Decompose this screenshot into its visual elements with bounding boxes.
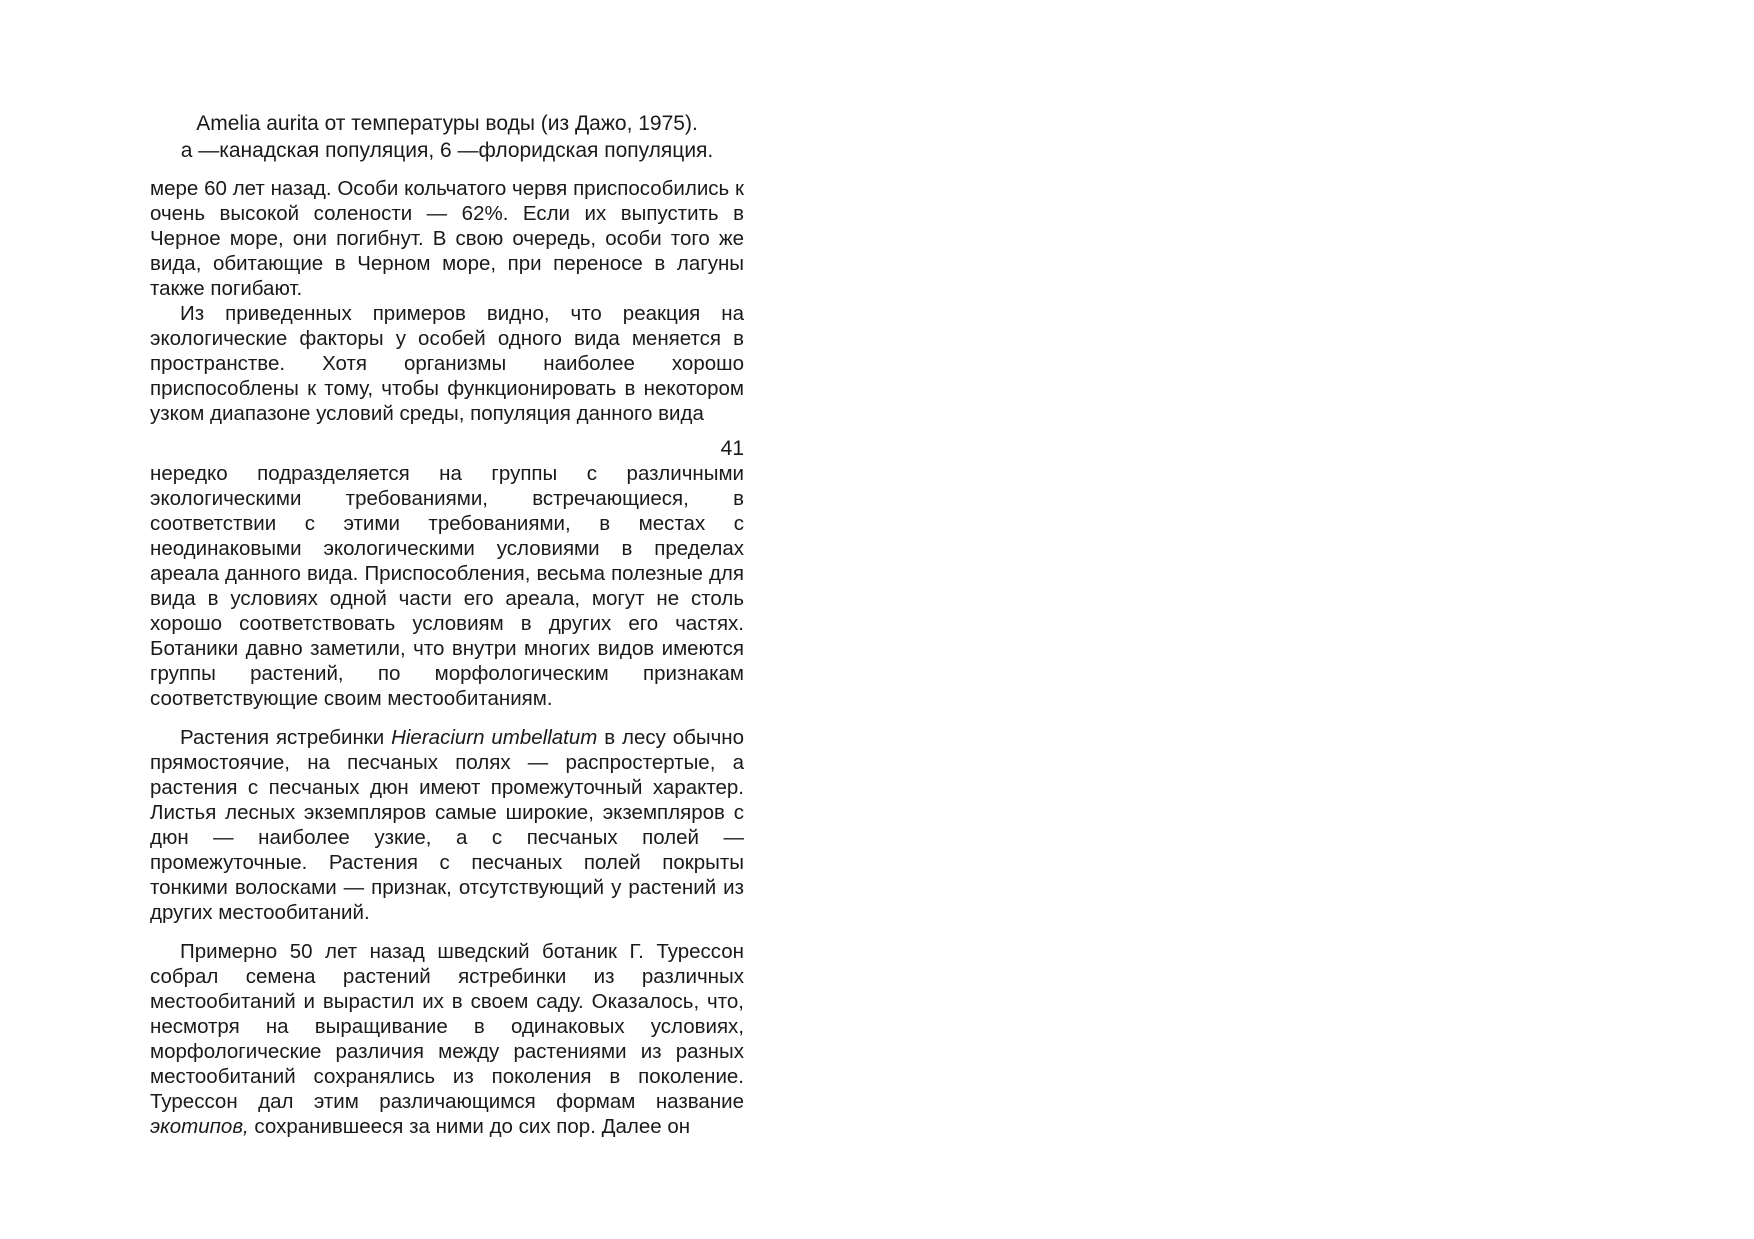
species-name: Hieraciurn umbellatum — [391, 726, 598, 749]
book-page — [150, 110, 744, 1139]
page-number: 41 — [720, 437, 744, 460]
paragraph-4-text-a: Растения ястребинки — [180, 726, 392, 749]
paragraph-4-text-b: в лесу обычно прямостоячие, на песчаных полях — распростертые, а растения с песчаных дюн имеют промежуточный характер. Листья лесных экземпляров самые широкие, экземпляров с дюн — наиболее узкие, а с песчаных полей — промежуточные. Растения с песчаных полей покрыты тонкими волосками — признак, отсутствующий у растений из других местообитаний. — [150, 726, 744, 924]
paragraph-4 — [150, 725, 744, 925]
caption-line-2: а —канадская популяция, 6 —флоридская популяция. — [180, 139, 714, 162]
paragraph-5-text-b: сохранившееся за ними до сих пор. Далее он — [248, 1115, 691, 1138]
paragraph-3: нередко подразделяется на группы с различными экологическими требованиями, встречающиеся, в соответствии с этими требованиями, в местах с неодинаковыми экологическими условиями в пределах ареала данного вида. Приспособления, весьма полезные для вида в условиях одной части его ареала, могут не столь хорошо соответствовать условиям в других его частях. Ботаники давно заметили, что внутри многих видов имеются группы растений, по морфологическим признакам соответствующие своим местообитаниям. — [150, 462, 744, 710]
caption-line-1: Amelia aurita от температуры воды (из Дажо, 1975). — [196, 112, 698, 135]
paragraph-5 — [150, 939, 744, 1139]
paragraph-2: Из приведенных примеров видно, что реакция на экологические факторы у особей одного вида меняется в пространстве. Хотя организмы наиболее хорошо приспособлены к тому, чтобы функционировать в некотором узком диапазоне условий среды, популяция данного вида — [150, 302, 744, 425]
figure-caption — [150, 110, 744, 164]
paragraph-1: мере 60 лет назад. Особи кольчатого червя приспособились к очень высокой солености — 62%. Если их выпустить в Черное море, они погибнут. В свою очередь, особи того же вида, обитающие в Черном море, при переносе в лагуны также погибают. — [150, 177, 744, 300]
paragraph-5-text-a: Примерно 50 лет назад шведский ботаник Г. Турессон собрал семена растений ястребинки из различных местообитаний и вырастил их в своем саду. Оказалось, что, несмотря на выращивание в одинаковых условиях, морфологические различия между растениями из разных местообитаний сохранялись из поколения в поколение. Турессон дал этим различающимся формам название — [150, 940, 744, 1113]
ecotype-term: экотипов, — [150, 1115, 249, 1138]
